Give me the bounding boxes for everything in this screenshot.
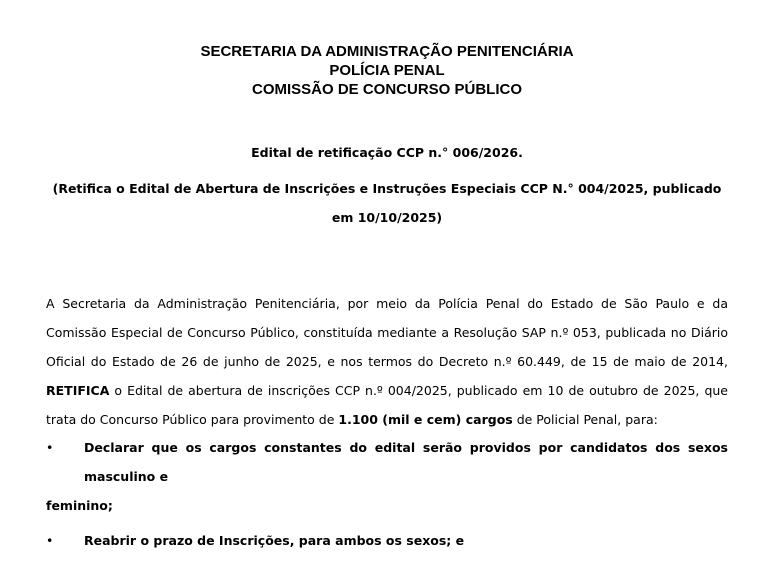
body-text-part2: o Edital de abertura de inscrições CCP n.º 004/2025, publicado em 10 de outubro de 2025, que trata do Concurso Público para provimento de xyxy=(46,383,728,427)
bullet-text-rest: feminino; xyxy=(46,498,113,513)
header-comissao: COMISSÃO DE CONCURSO PÚBLICO xyxy=(251,81,522,98)
bullet-text-first: Declarar que os cargos constantes do edital serão providos por candidatos dos sexos masculino e xyxy=(84,440,728,484)
header-policia-penal: POLÍCIA PENAL xyxy=(329,62,445,79)
bullet-text-first: Reabrir o prazo de Inscrições, para ambos os sexos; e xyxy=(84,533,465,548)
body-bold-retifica: RETIFICA xyxy=(46,383,110,398)
body-text-part4: de Policial Penal, para: xyxy=(512,412,658,427)
list-item xyxy=(46,433,728,520)
header-secretaria: SECRETARIA DA ADMINISTRAÇÃO PENITENCIÁRIA xyxy=(200,43,574,60)
bullet-icon: • xyxy=(46,533,54,548)
bullet-list xyxy=(46,433,728,561)
document-header xyxy=(0,42,774,99)
edital-title: Edital de retificação CCP n.° 006/2026. xyxy=(251,145,523,160)
bullet-icon: • xyxy=(46,440,54,455)
edital-subtitle: (Retifica o Edital de Abertura de Inscrições e Instruções Especiais CCP N.° 004/2025, publicado em 10/10/2025) xyxy=(52,181,722,225)
body-bold-cargos: cargos xyxy=(461,412,513,427)
body-text-part1: A Secretaria da Administração Penitenciária, por meio da Polícia Penal do Estado de São Paulo e da Comissão Especial de Concurso Público, constituída mediante a Resolução SAP n.º 053, publicada no Diário Oficial do Estado de 26 de junho de 2025, e nos termos do Decreto n.º 60.449, de 15 de maio de 2014, xyxy=(46,296,728,369)
body-bold-quantity: 1.100 (mil e cem) xyxy=(338,412,462,427)
edital-heading xyxy=(40,144,734,232)
list-item xyxy=(46,526,728,555)
body-paragraph xyxy=(46,289,728,434)
